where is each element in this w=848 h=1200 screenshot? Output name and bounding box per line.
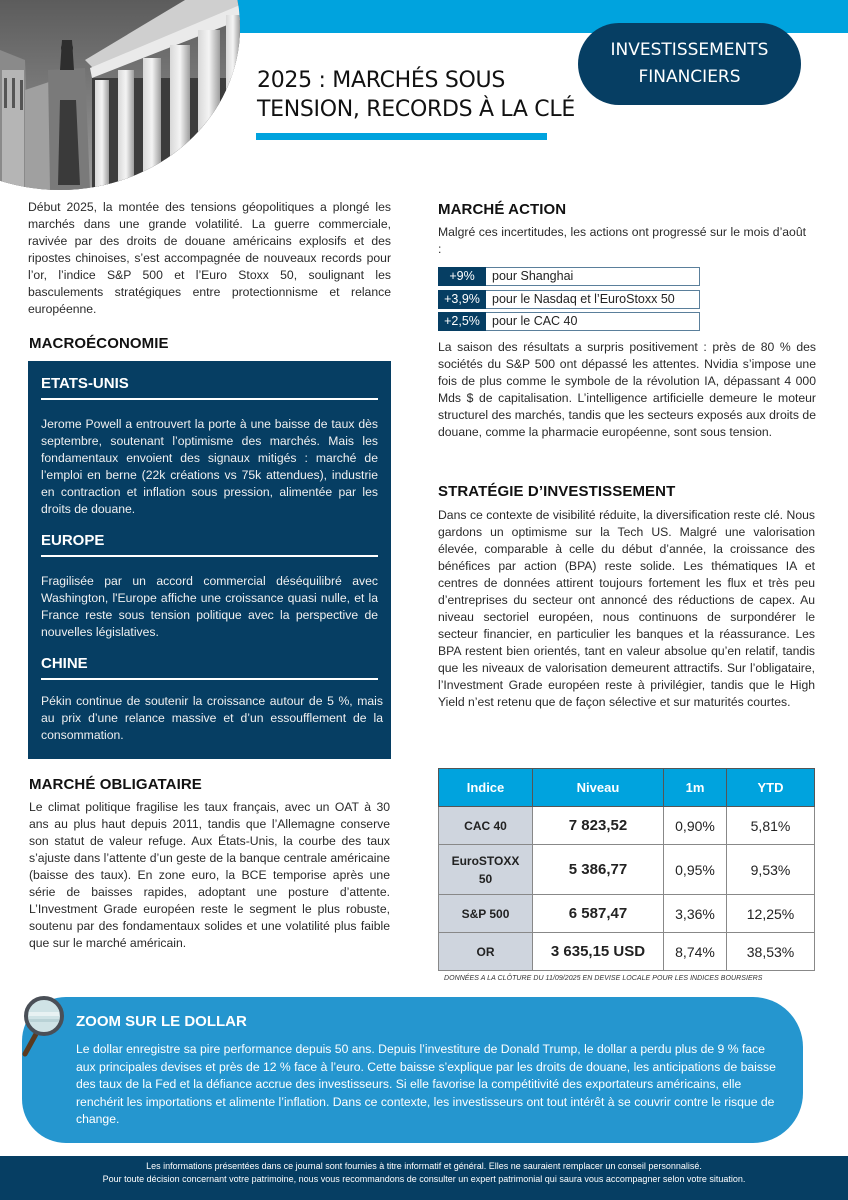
table-header-row (439, 769, 815, 807)
column-header-index: Indice (439, 769, 533, 807)
performance-value: +2,5% (438, 312, 486, 331)
index-ytd: 9,53% (727, 845, 815, 895)
macro-panel (28, 361, 391, 759)
index-name-line1: CAC 40 (464, 818, 507, 833)
strategy-paragraph: Dans ce contexte de visibilité réduite, la diversification reste clé. Nous gardons un optimisme sur la Tech US. Malgré une valorisation élevée, comparable à celle du début d’année, la croissance des bénéfices par action (BPA) reste solide. Les thématiques IA et centres de données attirent toujours fortement les flux et très peu d’entreprises du secteur ont annoncé des réductions de capex. Au niveau sectoriel européen, nous continuons de surpondérer le secteur financier, en particulier les banques et la réassurance. Les BPA restent bien orientés, tant en valeur absolue qu’en relatif, tandis que les niveaux de valorisation demeurent attractifs. Sur l’obligataire, l’Investment Grade européen reste à privilégier, tandis que le High Yield n’est retenu que de façon sélective et sur maturités courtes. (438, 508, 815, 709)
table-row (439, 895, 815, 933)
dollar-paragraph: Le dollar enregistre sa pire performance depuis 50 ans. Depuis l’investiture de Donald Trump, le dollar a perdu plus de 9 % face aux principales devises et près de 12 % face à l’euro. Cette baisse s’explique par les droits de douane, les anticipations de baisse des taux de la Fed et la défiance accrue des investisseurs. Si elle favorise la compétitivité des exportateurs américains, elle renchérit les importations et alimente l’inflation. Dans ce contexte, les investisseurs ont tout intérêt à se couvrir contre le risque de change. (76, 1042, 776, 1126)
table-row (439, 807, 815, 845)
index-ytd: 12,25% (727, 895, 815, 933)
performance-list (438, 267, 700, 335)
index-1m: 0,90% (664, 807, 727, 845)
section-europe-title: EUROPE (41, 532, 105, 549)
category-line-1: INVESTISSEMENTS (610, 40, 769, 60)
table-row (439, 933, 815, 971)
dollar-heading: ZOOM SUR LE DOLLAR (76, 1013, 247, 1030)
macro-heading: MACROÉCONOMIE (29, 335, 169, 352)
disclaimer-footer (0, 1156, 848, 1200)
index-name (439, 933, 533, 971)
section-us-header (41, 375, 378, 400)
equities-heading: MARCHÉ ACTION (438, 201, 567, 218)
section-china-title: CHINE (41, 655, 88, 672)
strategy-heading: STRATÉGIE D’INVESTISSEMENT (438, 483, 676, 500)
hero-image (0, 0, 240, 190)
bonds-paragraph: Le climat politique fragilise les taux français, avec un OAT à 30 ans au plus haut depuis 2011, tandis que l’Allemagne conserve son statut de valeur refuge. Aux États-Unis, la courbe des taux s’ajuste dans l’attente d’un geste de la banque centrale américaine (baisse des taux). En zone euro, la BCE temporise après une série de baisses rapides, adoptant une posture d’attente. L’Investment Grade européen reste le segment le plus robuste, soutenu par des fondamentaux solides et une volatilité plus faible que sur le marché américain. (29, 800, 390, 950)
index-1m: 0,95% (664, 845, 727, 895)
index-name-line1: EuroSTOXX (451, 853, 520, 868)
performance-label: pour le Nasdaq et l’EuroStoxx 50 (486, 290, 700, 309)
performance-label: pour le CAC 40 (486, 312, 700, 331)
index-level: 5 386,77 (533, 845, 664, 895)
index-1m: 3,36% (664, 895, 727, 933)
performance-item (438, 267, 700, 286)
disclaimer-line-1: Les informations présentées dans ce journal sont fournies à titre informatif et général. Elles ne sauraient remplacer un conseil personnalisé. (146, 1161, 702, 1171)
page-title (257, 66, 575, 124)
disclaimer-line-2: Pour toute décision concernant votre patrimoine, nous vous recommandons de consulter un expert patrimonial qui saura vous accompagner selon votre situation. (102, 1174, 746, 1184)
column-header-ytd: YTD (727, 769, 815, 807)
equities-intro: Malgré ces incertitudes, les actions ont progressé sur le mois d’août : (438, 225, 806, 256)
title-line-1: 2025 : MARCHÉS SOUS (257, 68, 506, 93)
index-name-line1: S&P 500 (461, 906, 510, 921)
performance-item (438, 312, 700, 331)
category-line-2: FINANCIERS (638, 67, 741, 87)
table-row (439, 845, 815, 895)
performance-item (438, 290, 700, 309)
index-level: 3 635,15 USD (533, 933, 664, 971)
section-divider (41, 398, 378, 400)
magnifying-glass-icon (16, 994, 74, 1058)
building-columns-photo (0, 0, 240, 190)
category-badge (578, 23, 801, 105)
index-ytd: 5,81% (727, 807, 815, 845)
section-divider (41, 678, 378, 680)
bonds-heading: MARCHÉ OBLIGATAIRE (29, 776, 202, 793)
section-europe-header (41, 532, 378, 557)
title-underline (256, 133, 547, 140)
column-header-1m: 1m (664, 769, 727, 807)
performance-label: pour Shanghai (486, 267, 700, 286)
section-china-header (41, 655, 378, 680)
index-name-line1: OR (476, 944, 495, 959)
index-1m: 8,74% (664, 933, 727, 971)
index-ytd: 38,53% (727, 933, 815, 971)
section-china-text: Pékin continue de soutenir la croissance autour de 5 %, mais au prix d’une relance massive et d’un essoufflement de la consommation. (41, 694, 383, 742)
index-name (439, 845, 533, 895)
index-level: 6 587,47 (533, 895, 664, 933)
column-header-level: Niveau (533, 769, 664, 807)
section-us-text: Jerome Powell a entrouvert la porte à une baisse de taux dès septembre, soutenant l’optimisme des marchés. Mais les fondamentaux envoient des signaux mitigés : marché de l’emploi en berne (22k créations vs 75k attendues), industrie en contraction et inflation sous pression, alimentée par les droits de douane. (41, 417, 378, 516)
performance-value: +9% (438, 267, 486, 286)
performance-value: +3,9% (438, 290, 486, 309)
index-name (439, 807, 533, 845)
intro-paragraph: Début 2025, la montée des tensions géopolitiques a plongé les marchés dans une grande volatilité. La guerre commerciale, ravivée par des droits de douane américains explosifs et des ripostes chinoises, s’est accompagnée de nouveaux records pour l’or, l’indice S&P 500 et l’Euro Stoxx 50, soulignant les basculements stratégiques entre protectionnisme et relance européenne. (28, 200, 391, 316)
index-level: 7 823,52 (533, 807, 664, 845)
section-divider (41, 555, 378, 557)
index-name-line2: 50 (478, 871, 493, 886)
section-europe-text: Fragilisée par un accord commercial déséquilibré avec Washington, l'Europe affiche une croissance quasi nulle, et la France reste sous tension politique avec la perspective de nouvelles législatives. (41, 574, 378, 639)
index-table (438, 768, 815, 971)
index-name (439, 895, 533, 933)
equities-paragraph: La saison des résultats a surpris positivement : près de 80 % des sociétés du S&P 500 ont dépassé les attentes. Nvidia s’impose une fois de plus comme le symbole de la révolution IA, dépassant 4 000 Mds $ de capitalisation. L’intelligence artificielle demeure le moteur structurel des marchés, tandis que les secteurs exposés aux droits de douane, comme la pharmacie européenne, sont sous tension. (438, 340, 816, 439)
title-line-2: TENSION, RECORDS À LA CLÉ (257, 97, 575, 122)
table-footnote: DONNÉES A LA CLÔTURE DU 11/09/2025 EN DEVISE LOCALE POUR LES INDICES BOURSIERS (444, 975, 763, 982)
section-us-title: ETATS-UNIS (41, 375, 129, 392)
